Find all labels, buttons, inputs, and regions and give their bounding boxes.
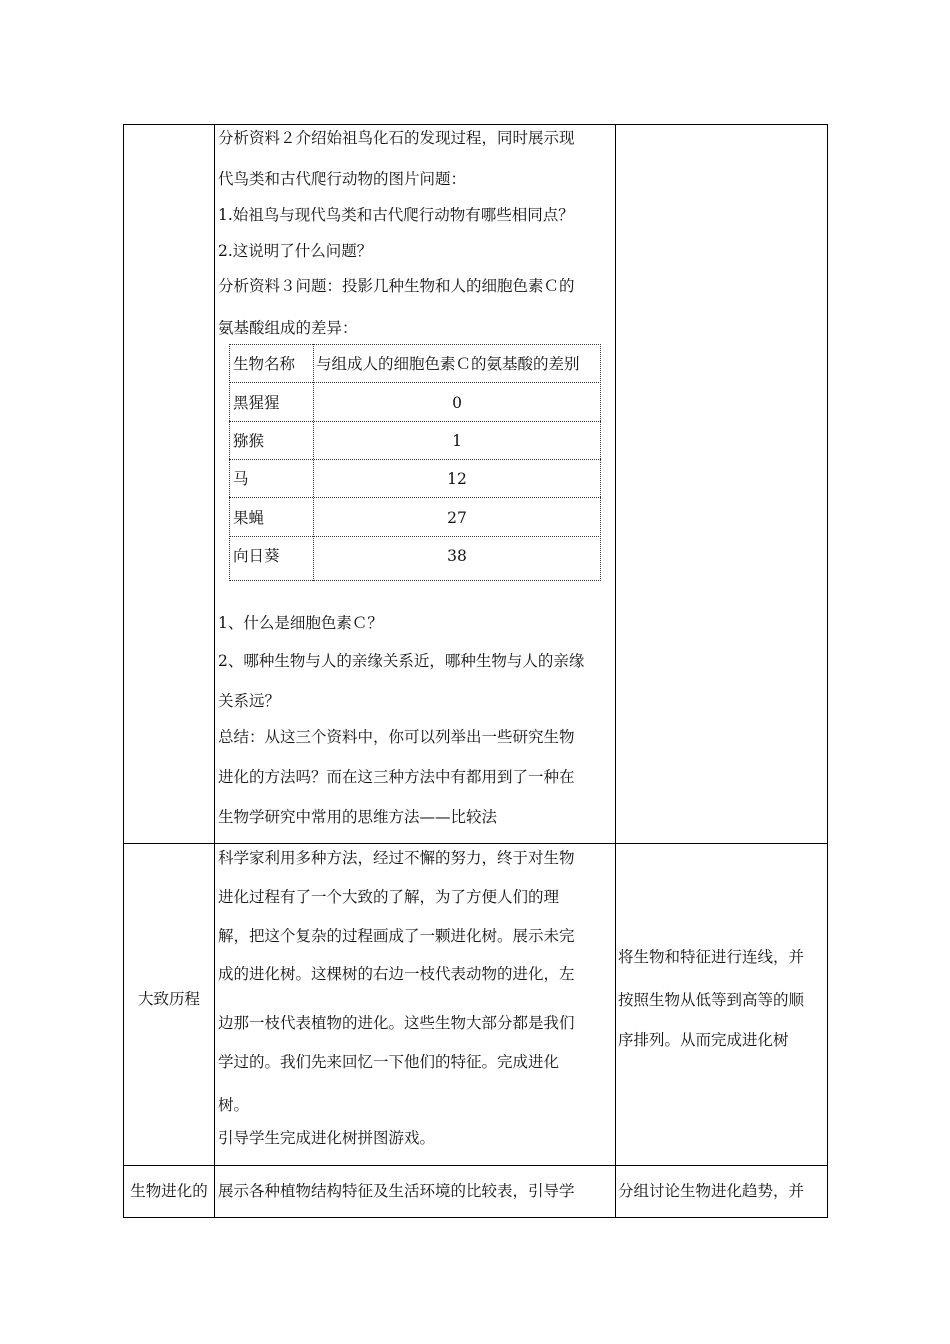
section-b-label: 大致历程 [137,990,200,1008]
section-c-activity: 分组讨论生物进化趋势，并 [618,1182,805,1200]
table-border-right [827,124,828,1218]
text-line: 按照生物从低等到高等的顺 [618,991,805,1009]
text-line: 序排列。从而完成进化树 [618,1031,789,1049]
section-c-content: 展示各种植物结构特征及生活环境的比较表，引导学 [218,1182,575,1200]
text-line: 将生物和特征进行连线，并 [618,948,805,966]
table-cell-value: 27 [447,509,467,527]
table-header-cell: 与组成人的细胞色素Ｃ的氨基酸的差别 [316,355,580,373]
text-line: 学过的。我们先来回忆一下他们的特征。完成进化 [218,1053,560,1071]
table-row-divider [123,1165,828,1166]
text-line: 代鸟类和古代爬行动物的图片问题： [218,170,467,188]
text-line: 成的进化树。这棵树的右边一枝代表动物的进化，左 [218,965,575,983]
table-col-divider [214,124,215,1218]
table-border-left [123,124,124,1218]
text-line: 引导学生完成进化树拼图游戏。 [218,1129,436,1147]
section-c-label: 生物进化的 [130,1182,208,1200]
text-line: 树。 [218,1096,250,1114]
text-line: 科学家利用多种方法，经过不懈的努力，终于对生物 [218,849,575,867]
table-cell-value: 38 [447,547,467,565]
text-line: 分析资料３问题：投影几种生物和人的细胞色素Ｃ的 [218,277,575,295]
table-cell-value: 0 [452,394,462,412]
text-line: 总结：从这三个资料中，你可以列举出一些研究生物 [218,728,575,746]
text-line: 进化过程有了一个大致的了解，为了方便人们的理 [218,888,560,906]
table-cell-name: 果蝇 [233,509,265,527]
table-col-divider [615,124,616,1218]
text-line: 分析资料２介绍始祖鸟化石的发现过程，同时展示现 [218,129,575,147]
text-line: 关系远？ [218,692,281,710]
text-line: 氨基酸组成的差异： [218,319,358,337]
section-b-content [218,0,614,1165]
table-cell-name: 黑猩猩 [233,394,280,412]
table-cell-name: 马 [233,470,249,488]
table-cell-name: 猕猴 [233,432,265,450]
text-line: 2、哪种生物与人的亲缘关系近，哪种生物与人的亲缘 [218,652,585,670]
table-cell-value: 12 [447,470,467,488]
text-line: 1.始祖鸟与现代鸟类和古代爬行动物有哪些相同点？ [218,206,574,224]
text-line: 生物学研究中常用的思维方法——比较法 [218,808,498,826]
text-line: 进化的方法吗？而在这三种方法中有都用到了一种在 [218,768,575,786]
table-border-bottom [123,1217,828,1218]
text-line: 解，把这个复杂的过程画成了一颗进化树。展示未完 [218,927,575,945]
table-cell-name: 向日葵 [233,547,280,565]
text-line: 2.这说明了什么问题？ [218,242,373,260]
table-header-cell: 生物名称 [233,355,296,373]
section-b-activity [618,0,826,1165]
text-line: 1、什么是细胞色素Ｃ？ [218,614,383,632]
text-line: 边那一枝代表植物的进化。这些生物大部分都是我们 [218,1014,575,1032]
table-cell-value: 1 [452,432,462,450]
